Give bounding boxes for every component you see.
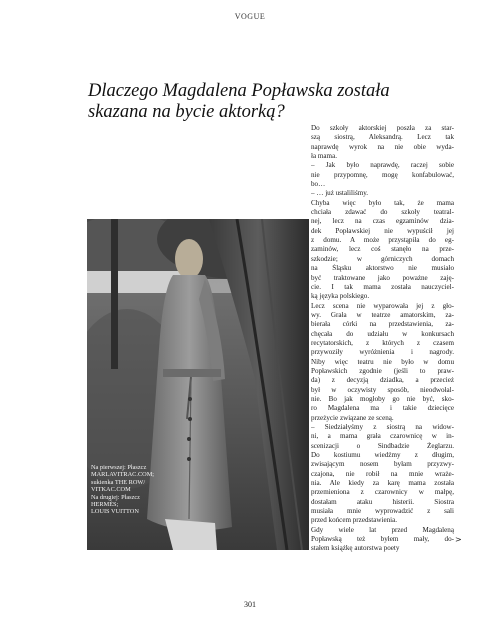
body-line: – Jak było naprawdę, raczej sobie (311, 161, 454, 170)
caption-line: VITKAC.COM (91, 486, 131, 494)
body-line: nie. Bo jak mogłoby go nie być, sko- (311, 394, 454, 403)
body-line: nej, lecz na czas egzaminów dzia- (311, 217, 454, 226)
body-line: był w oczywisty sposób, nieodwołal- (311, 385, 454, 394)
body-line: bo… (311, 180, 326, 189)
caption-line: HERMÈS; (91, 501, 119, 509)
body-line: ką języka polskiego. (311, 292, 370, 301)
body-line: bierała córki na przedstawienia, za- (311, 320, 454, 329)
body-line: Niby więc teatru nie było w domu (311, 357, 454, 366)
photo-caption (91, 464, 211, 516)
body-line: recytatorskich, z których z czasem (311, 338, 454, 347)
body-line: chęcała do udziału w konkursach (311, 329, 454, 338)
body-line: ro Magdalena ma i takie dziecięce (311, 404, 454, 413)
running-head: VOGUE (234, 12, 266, 21)
body-line: cie. I tak mama została nauczyciel- (311, 282, 454, 291)
body-line: dostałam ataku histerii. Siostra (311, 497, 454, 506)
body-line: Gdy wiele lat przed Magdaleną (311, 525, 454, 534)
body-line: – … już ustaliliśmy. (311, 189, 369, 198)
body-line: musiała mnie wyprowadzić z sali (311, 507, 454, 516)
body-line: Do kostiumu wiedźmy z długim, (311, 451, 454, 460)
caption-line: Na drugiej: Płaszcz (91, 493, 140, 501)
body-line: czajona, nie robił na mnie wraże- (311, 469, 454, 478)
body-line: Chyba więc było tak, że mama (311, 198, 454, 207)
body-line: przed końcem przedstawienia. (311, 516, 398, 525)
body-line: przemieniona z czarownicy w małpę, (311, 488, 454, 497)
body-line: naprawdę wyrok na nie obie wyda- (311, 142, 454, 151)
body-line: dek Popławskiej nie wypuścił jej (311, 226, 454, 235)
body-line: z domu. A może przystąpiła do eg- (311, 236, 454, 245)
body-line: nia. Ale kiedy za karę mama została (311, 479, 454, 488)
body-line: wy. Grała w teatrze amatorskim, za- (311, 310, 454, 319)
body-line: nie przypomnę, mogę konfabulować, (311, 170, 454, 179)
body-line: chciała zdawać do szkoły teatral- (311, 208, 454, 217)
body-line: ła mama. (311, 152, 337, 161)
body-line: scenizacji o Sindbadzie Żeglarzu. (311, 441, 454, 450)
body-line: przeżycie związane ze sceną. (311, 413, 394, 422)
body-line: stałem książkę autorstwa poety (311, 544, 400, 553)
caption-line: Na pierwszej: Płaszcz (91, 464, 147, 471)
body-line: Popławską też byłem mały, do- (311, 535, 454, 544)
article-title (88, 81, 398, 123)
body-line: zaminów, lecz coś stanęło na prze- (311, 245, 454, 254)
body-line: Lecz scena nie wyparowała jej z gło- (311, 301, 454, 310)
body-line: szą siostrą, Aleksandrą. Lecz tak (311, 133, 454, 142)
body-line: da) z decyzją dziadka, a przecież (311, 376, 454, 385)
article-body (311, 124, 454, 554)
body-line: szkodzie; w górniczych domach (311, 254, 454, 263)
body-line: na Śląsku aktorstwo nie musiało (311, 264, 454, 273)
body-line: być traktowane jako poważne zaję- (311, 273, 454, 282)
body-line: przywoziły wyróżnienia i nagrody. (311, 348, 454, 357)
body-line: Popławskich zgodnie (jeśli to praw- (311, 366, 454, 375)
body-line: zwisającym nosem byłam przyzwy- (311, 460, 454, 469)
title-line: skazana na bycie aktorką? (88, 102, 285, 122)
title-line: Dlaczego Magdalena Popławska została (88, 81, 390, 101)
caption-line: LOUIS VUITTON (91, 508, 139, 516)
caption-line: sukienka THE ROW/ (91, 478, 146, 486)
body-line: Do szkoły aktorskiej poszła za star- (311, 124, 454, 132)
page-number: 301 (244, 600, 256, 609)
body-line: ni, a mama grała czarownicę w in- (311, 432, 454, 441)
body-line: – Siedziałyśmy z siostrą na widow- (311, 423, 454, 431)
caption-line: MARLAVITRAC.COM; (91, 471, 155, 479)
continue-arrow-icon: > (455, 535, 462, 544)
